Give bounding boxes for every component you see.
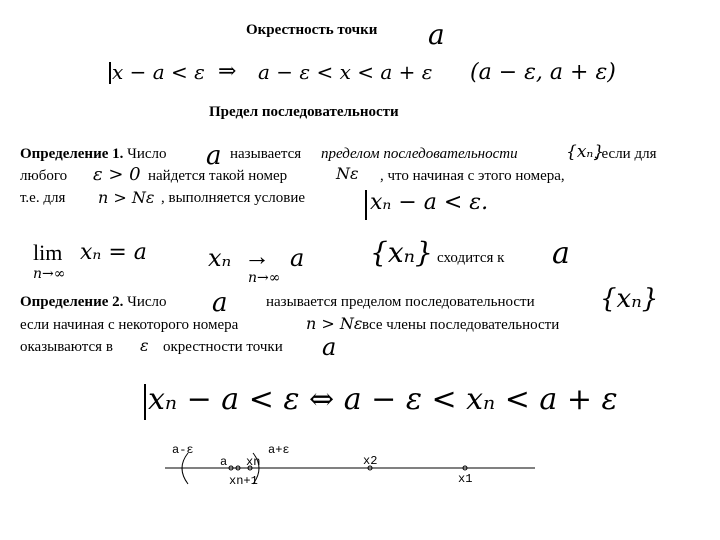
label-x2: x2 — [363, 454, 378, 468]
def1-sequence: {xₙ} — [566, 142, 605, 162]
big-formula-iff: ⇔ — [309, 382, 335, 417]
abs-bar-left — [109, 62, 111, 84]
converging-sequence: {xₙ} — [370, 236, 433, 269]
interval: (a − ε, a + ε) — [470, 60, 616, 85]
def1-eps-condition: ε > 0 — [93, 164, 141, 185]
def2-line2b: все члены последовательности — [362, 317, 560, 333]
def1-a-symbol: a — [206, 141, 222, 171]
def1-line1 — [20, 146, 167, 163]
arrow-expr-right: a — [290, 244, 305, 272]
lim-word: lim — [33, 240, 63, 265]
implies-arrow: ⇒ — [218, 58, 237, 83]
def1-nazyv: называется — [230, 146, 302, 162]
def1-lyubogo: любого — [20, 168, 68, 184]
def1-N-eps: Nε — [336, 164, 359, 183]
converges-a-symbol: a — [552, 236, 570, 271]
number-line-diagram — [0, 436, 720, 540]
def2-label: Определение 2. — [20, 294, 124, 310]
def1-condition-text: xₙ − a < ε. — [370, 190, 489, 215]
converges-text: сходится к — [437, 250, 505, 266]
arrow-symbol: → — [244, 242, 270, 271]
abs-inequality-text: x − a < ε — [112, 60, 205, 84]
point-a-symbol: a — [428, 18, 445, 51]
double-inequality: a − ε < x < a + ε — [258, 60, 433, 84]
def2-line2a: если начиная с некоторого номера — [20, 317, 239, 333]
def1-label: Определение 1. — [20, 146, 124, 162]
def1-chto: , что начиная с этого номера, — [380, 168, 565, 184]
big-abs-bar — [144, 384, 146, 420]
label-xn: xn — [246, 455, 261, 469]
def2-n-condition: n > Nε — [306, 314, 363, 333]
def1-abs-bar — [365, 190, 367, 220]
def2-line1 — [20, 294, 167, 311]
label-a: a — [220, 455, 228, 469]
def1-word-chislo: Число — [127, 146, 167, 162]
big-formula-left: xₙ − a < ε — [148, 382, 300, 417]
big-formula — [148, 382, 618, 417]
limit-title: Предел последовательности — [209, 104, 399, 120]
def2-a-symbol2: a — [322, 333, 337, 361]
arrow-subscript: n→∞ — [248, 270, 281, 286]
def1-condition — [370, 190, 488, 215]
big-formula-right: a − ε < xₙ < a + ε — [343, 382, 618, 417]
def2-sequence: {xₙ} — [600, 284, 659, 314]
def2-line3a: оказываются в — [20, 339, 113, 355]
def1-naiditsya: найдется такой номер — [148, 168, 288, 184]
def2-nazyv: называется пределом последовательности — [266, 294, 535, 310]
def1-te: т.е. для — [20, 190, 66, 206]
def2-a-symbol: a — [212, 288, 228, 318]
arrow-expr-left: xₙ — [208, 244, 232, 272]
def2-eps: ε — [140, 336, 149, 355]
label-x1: x1 — [458, 472, 473, 486]
lim-subscript: n→∞ — [33, 266, 66, 282]
def1-esli: , если для — [594, 146, 657, 162]
neighborhood-title: Окрестность точки — [246, 22, 378, 38]
abs-inequality — [112, 60, 205, 84]
label-xn1: xn+1 — [229, 474, 258, 488]
def1-n-condition: n > Nε — [98, 188, 155, 207]
def2-line3b: окрестности точки — [163, 339, 283, 355]
label-a-plus-eps: a+ε — [268, 443, 290, 457]
lim-expression: xₙ = a — [80, 240, 147, 265]
def2-word-chislo: Число — [127, 294, 167, 310]
label-a-minus-eps: a-ε — [172, 443, 194, 457]
def1-vypoln: , выполняется условие — [161, 190, 306, 206]
def1-italic-term: пределом последовательности — [321, 146, 518, 162]
